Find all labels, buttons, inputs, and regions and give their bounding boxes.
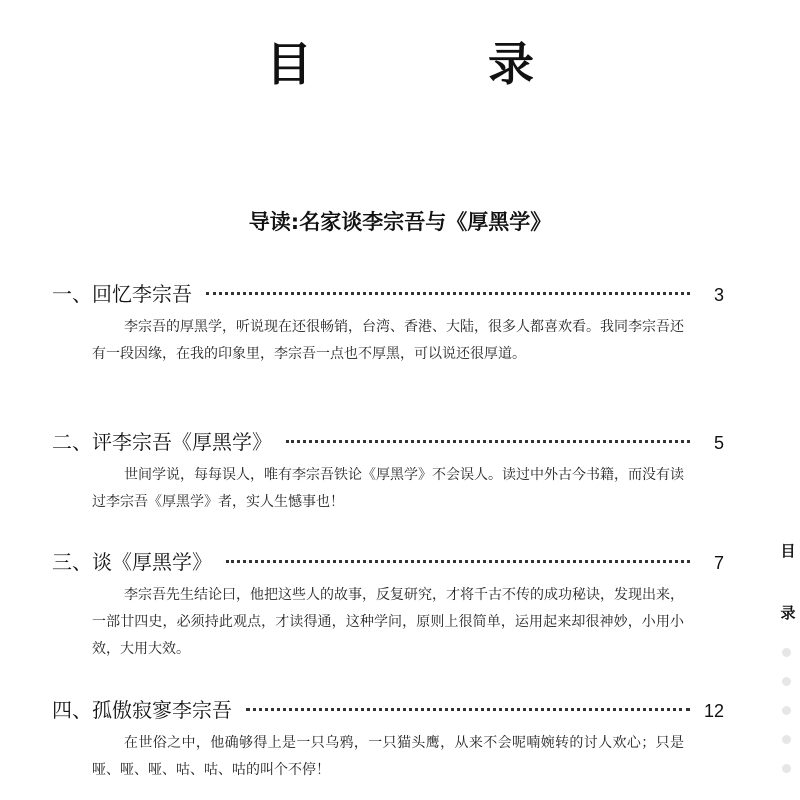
dot-leader [206,292,690,295]
side-tab-char: 目 [780,542,796,560]
toc-entry-summary [52,730,724,784]
toc-entry-summary [52,582,724,663]
toc-entry-title[interactable]: 四、孤傲寂寥李宗吾 [52,698,232,722]
decorative-dot [782,735,791,744]
toc-page-number: 3 [713,285,724,305]
toc-entry-4[interactable] [52,694,724,784]
toc-entry-header[interactable] [52,278,724,308]
summary-text: 李宗吾先生结论曰，他把这些人的故事，反复研究，才将千古不传的成功秘诀，发现出来，一部廿四史，必须持此观点，才读得通，这种学问，原则上很简单，运用起来却很神妙，小用小效，大用大效。 [92,587,684,657]
side-tab-char: 录 [780,604,796,622]
toc-entry-1[interactable] [52,278,724,368]
toc-page-number: 7 [713,553,724,573]
toc-entry-3[interactable] [52,546,724,663]
toc-entry-title[interactable]: 二、评李宗吾《厚黑学》 [52,430,272,454]
summary-text: 世间学说，每每误人，唯有李宗吾铁论《厚黑学》不会误人。读过中外古今书籍，而没有读过李宗吾《厚黑学》者，实人生憾事也！ [92,467,684,510]
toc-entry-title[interactable]: 三、谈《厚黑学》 [52,550,212,574]
side-chapter-tab [776,540,800,664]
dot-leader [246,708,690,711]
summary-text: 在世俗之中，他确够得上是一只乌鸦，一只猫头鹰，从来不会呢喃婉转的讨人欢心；只是哑、哑、哑、咕、咕、咕的叫个不停！ [92,735,684,778]
toc-page-number: 5 [713,433,724,453]
page-title: 目 录 [265,37,614,91]
side-decoration-dots [782,648,794,793]
toc-entry-summary [52,462,724,516]
toc-entry-title[interactable]: 一、回忆李宗吾 [52,282,192,306]
toc-entry-header[interactable] [52,694,724,724]
decorative-dot [782,648,791,657]
toc-entry-summary [52,314,724,368]
toc-page-number: 12 [703,701,724,721]
decorative-dot [782,677,791,686]
subtitle: 导读:名家谈李宗吾与《厚黑学》 [248,210,552,234]
decorative-dot [782,706,791,715]
toc-entry-header[interactable] [52,546,724,576]
toc-entry-2[interactable] [52,426,724,516]
dot-leader [286,440,690,443]
dot-leader [226,560,690,563]
summary-text: 李宗吾的厚黑学，听说现在还很畅销，台湾、香港、大陆，很多人都喜欢看。我同李宗吾还有一段因缘，在我的印象里，李宗吾一点也不厚黑，可以说还很厚道。 [92,319,684,362]
decorative-dot [782,764,791,773]
toc-entry-header[interactable] [52,426,724,456]
